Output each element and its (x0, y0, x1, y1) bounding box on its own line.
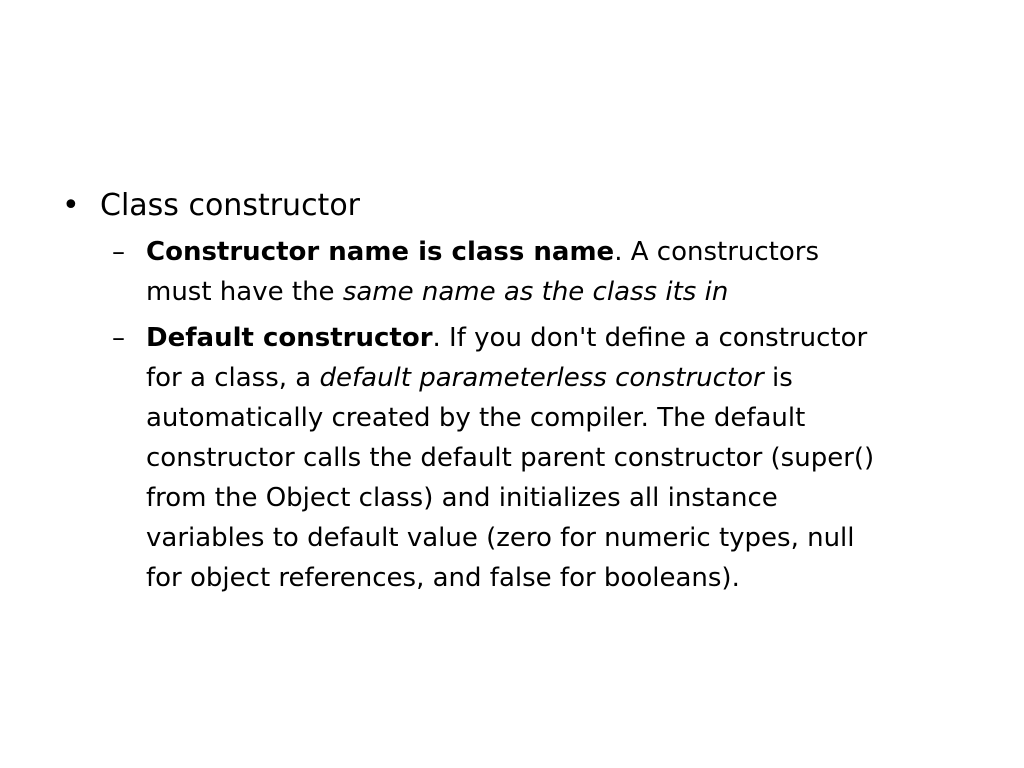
sub-bullet-text-tail: is automatically created by the compiler. The default constructor calls the default parent constructor (super() from the Object class) and initializes all instance variables to default value (zero for numeric types, null for object references, and false for booleans). (146, 363, 875, 593)
dash-icon: – (112, 237, 125, 267)
bullet-text: Class constructor (100, 188, 361, 223)
sub-bullet-italic-text: same name as the class its in (342, 277, 729, 307)
sub-bullet-bold-text: Constructor name is class name (146, 237, 615, 267)
bullet-item-class-constructor (62, 184, 972, 228)
sub-bullet-list (62, 232, 972, 598)
dash-icon: – (112, 323, 125, 353)
sub-bullet-text: . If you don't define a constructor for a class, a (146, 323, 868, 393)
slide-body (62, 184, 972, 604)
sub-bullet-item-default-constructor (62, 318, 886, 598)
sub-bullet-item-constructor-name (62, 232, 886, 312)
sub-bullet-italic-text: default parameterless constructor (319, 363, 764, 393)
sub-bullet-bold-text: Default constructor (146, 323, 433, 353)
bullet-icon: • (62, 188, 80, 223)
sub-bullet-text: . A constructors must have the (146, 237, 820, 307)
